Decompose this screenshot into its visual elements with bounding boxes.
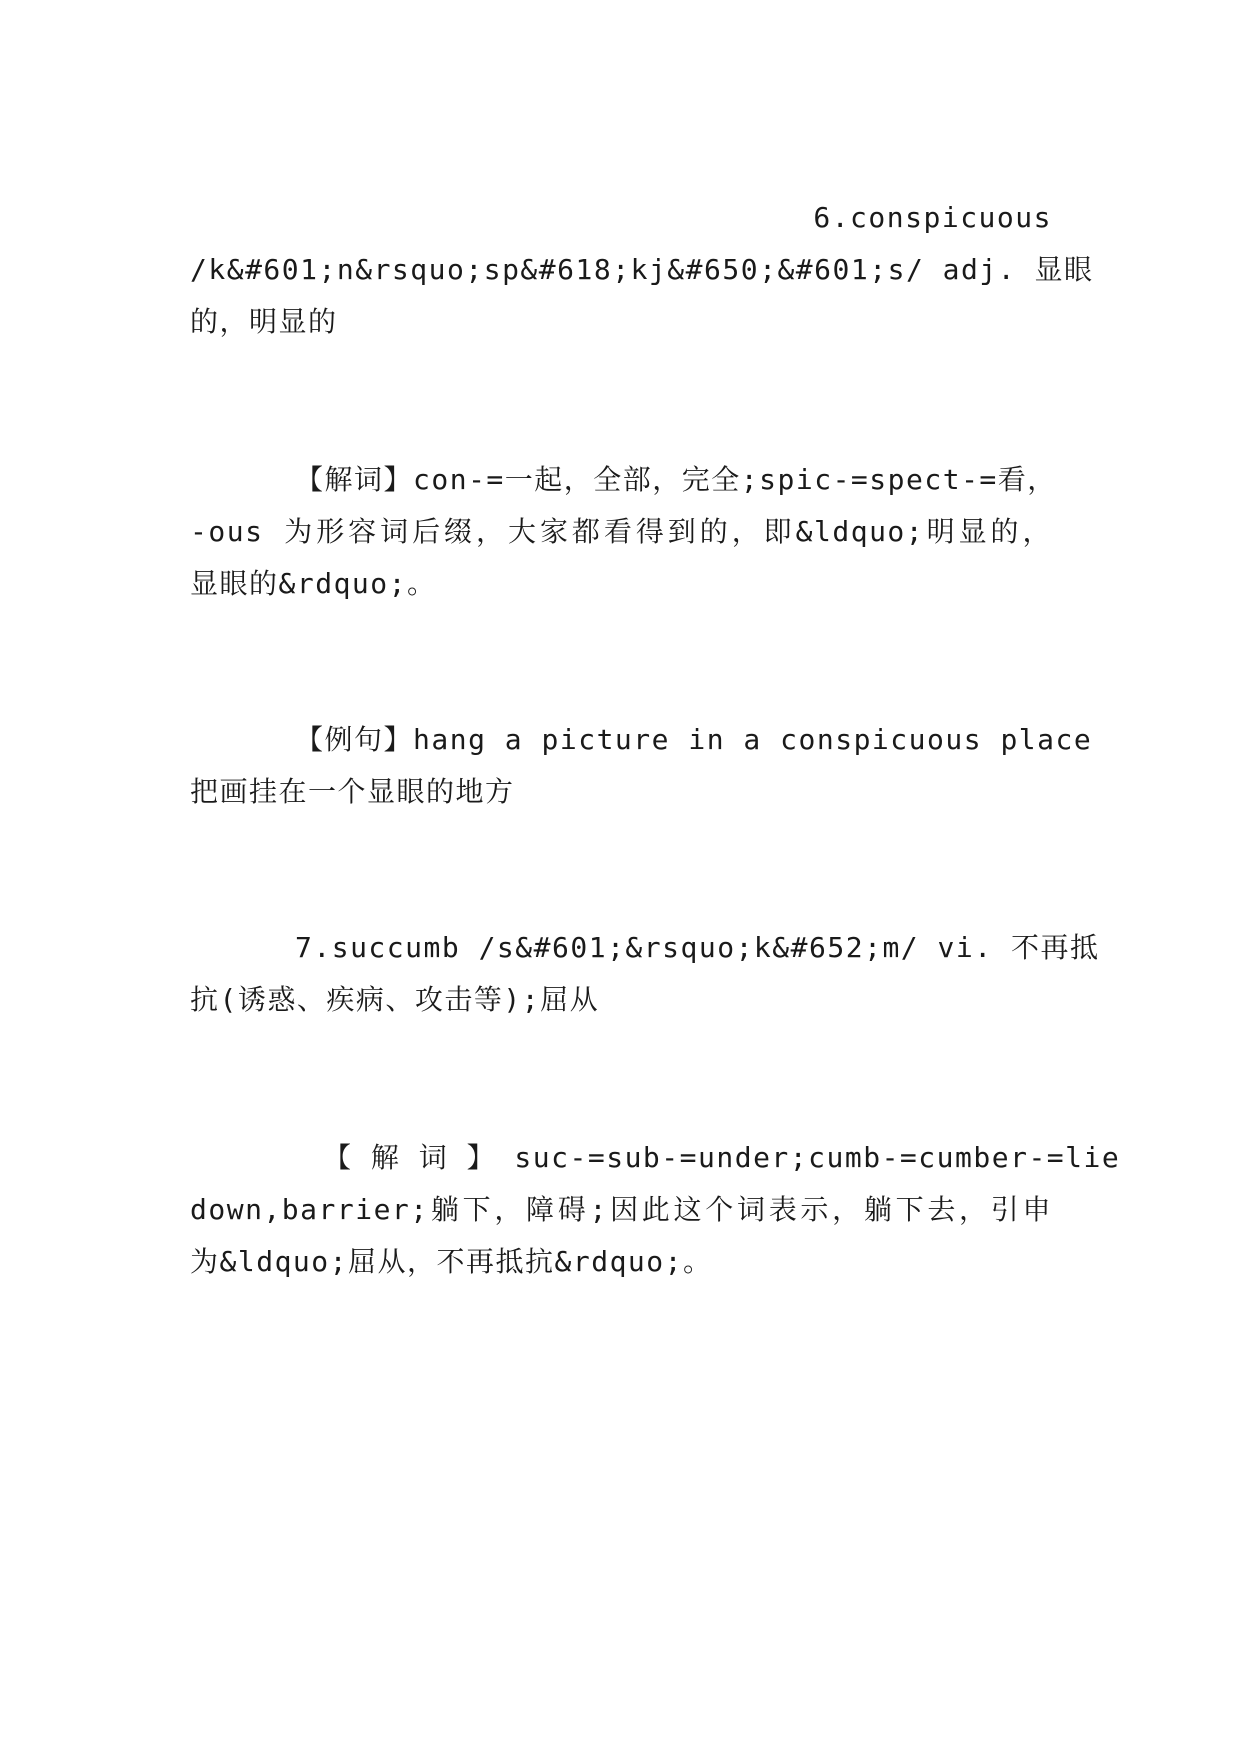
entry-6-definition: 的，明显的 <box>190 305 338 338</box>
entry-6-jieci-line3: 显眼的&rdquo;。 <box>190 567 437 600</box>
entry-6-pronunciation: /k&#601;n&rsquo;sp&#618;kj&#650;&#601;s/ adj. 显眼 <box>190 253 1094 286</box>
entry-7-jieci-line1: 【 解 词 】 suc-=sub-=under;cumb-=cumber-=lie <box>323 1141 1121 1174</box>
entry-6-jieci-line2: -ous 为形容词后缀，大家都看得到的，即&ldquo;明显的， <box>190 515 1052 548</box>
entry-6-heading: 6.conspicuous <box>813 201 1052 234</box>
entry-7-jieci-line3: 为&ldquo;屈从，不再抵抗&rdquo;。 <box>190 1245 713 1278</box>
entry-6-jieci-line1: 【解词】con-=一起，全部，完全;spic-=spect-=看， <box>295 463 1057 496</box>
entry-7-jieci-line2: down,barrier;躺下，障碍;因此这个词表示，躺下去，引申 <box>190 1193 1052 1226</box>
entry-7-definition: 抗(诱惑、疾病、攻击等);屈从 <box>190 983 600 1016</box>
entry-6-liju-line2: 把画挂在一个显眼的地方 <box>190 775 515 808</box>
entry-6-liju-line1: 【例句】hang a picture in a conspicuous place <box>295 723 1093 756</box>
entry-7-heading: 7.succumb /s&#601;&rsquo;k&#652;m/ vi. 不再抵 <box>295 931 1100 964</box>
